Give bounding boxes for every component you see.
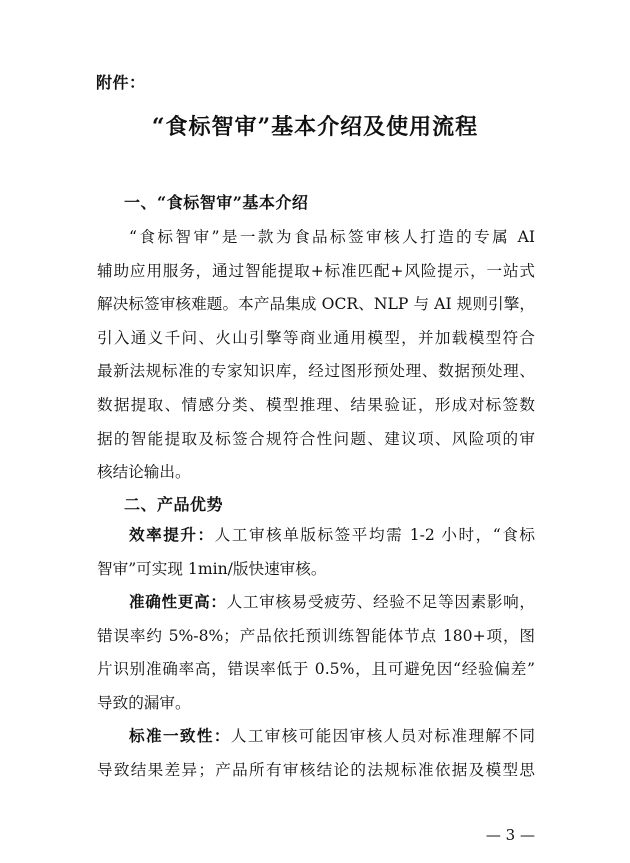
paragraph-line: 解决标签审核难题。本产品集成 OCR、NLP 与 AI 规则引擎， — [97, 295, 535, 314]
paragraph-line: 最新法规标准的专家知识库，经过图形预处理、数据预处理、 — [97, 362, 535, 381]
paragraph-line: 标准一致性：人工审核可能因审核人员对标准理解不同 — [129, 726, 535, 745]
paragraph-line: 导致的漏审。 — [97, 693, 191, 712]
paragraph-line: “食标智审”是一款为食品标签审核人打造的专属 AI — [129, 228, 535, 246]
attachment-label: 附件： — [96, 73, 146, 92]
section2-heading: 二、产品优势 — [124, 495, 224, 514]
paragraph-line: 导致结果差异；产品所有审核结论的法规标准依据及模型思 — [97, 760, 535, 779]
paragraph-line: 数据提取、情感分类、模型推理、结果验证，形成对标签数 — [97, 395, 535, 414]
paragraph-line: 辅助应用服务，通过智能提取+标准匹配+风险提示，一站式 — [97, 261, 535, 280]
efficiency-label: 效率提升： — [129, 525, 215, 544]
paragraph-line: 效率提升：人工审核单版标签平均需 1-2 小时，“食标 — [129, 525, 535, 544]
paragraph-line: 错误率约 5%-8%；产品依托预训练智能体节点 180+项，图 — [97, 626, 535, 645]
paragraph-line: 核结论输出。 — [97, 463, 191, 482]
paragraph-line: 据的智能提取及标签合规符合性问题、建议项、风险项的审 — [97, 429, 535, 448]
paragraph-line: 片识别准确率高，错误率低于 0.5%，且可避免因“经验偏差” — [97, 660, 535, 679]
document-title: “食标智审”基本介绍及使用流程 — [151, 114, 479, 140]
accuracy-paragraph — [97, 585, 535, 720]
paragraph-line: 准确性更高：人工审核易受疲劳、经验不足等因素影响， — [129, 592, 535, 611]
section1-heading: 一、“食标智审”基本介绍 — [124, 193, 309, 212]
paragraph-line: 引入通义千问、火山引擎等商业通用模型，并加载模型符合 — [97, 328, 535, 347]
consistency-paragraph — [97, 719, 535, 787]
consistency-label: 标准一致性： — [129, 726, 231, 745]
efficiency-paragraph — [97, 518, 535, 586]
section1-paragraph — [97, 221, 535, 490]
page-number: — 3 — — [485, 826, 535, 844]
paragraph-line: 智审”可实现 1min/版快速审核。 — [97, 559, 327, 578]
accuracy-label: 准确性更高： — [129, 592, 227, 611]
